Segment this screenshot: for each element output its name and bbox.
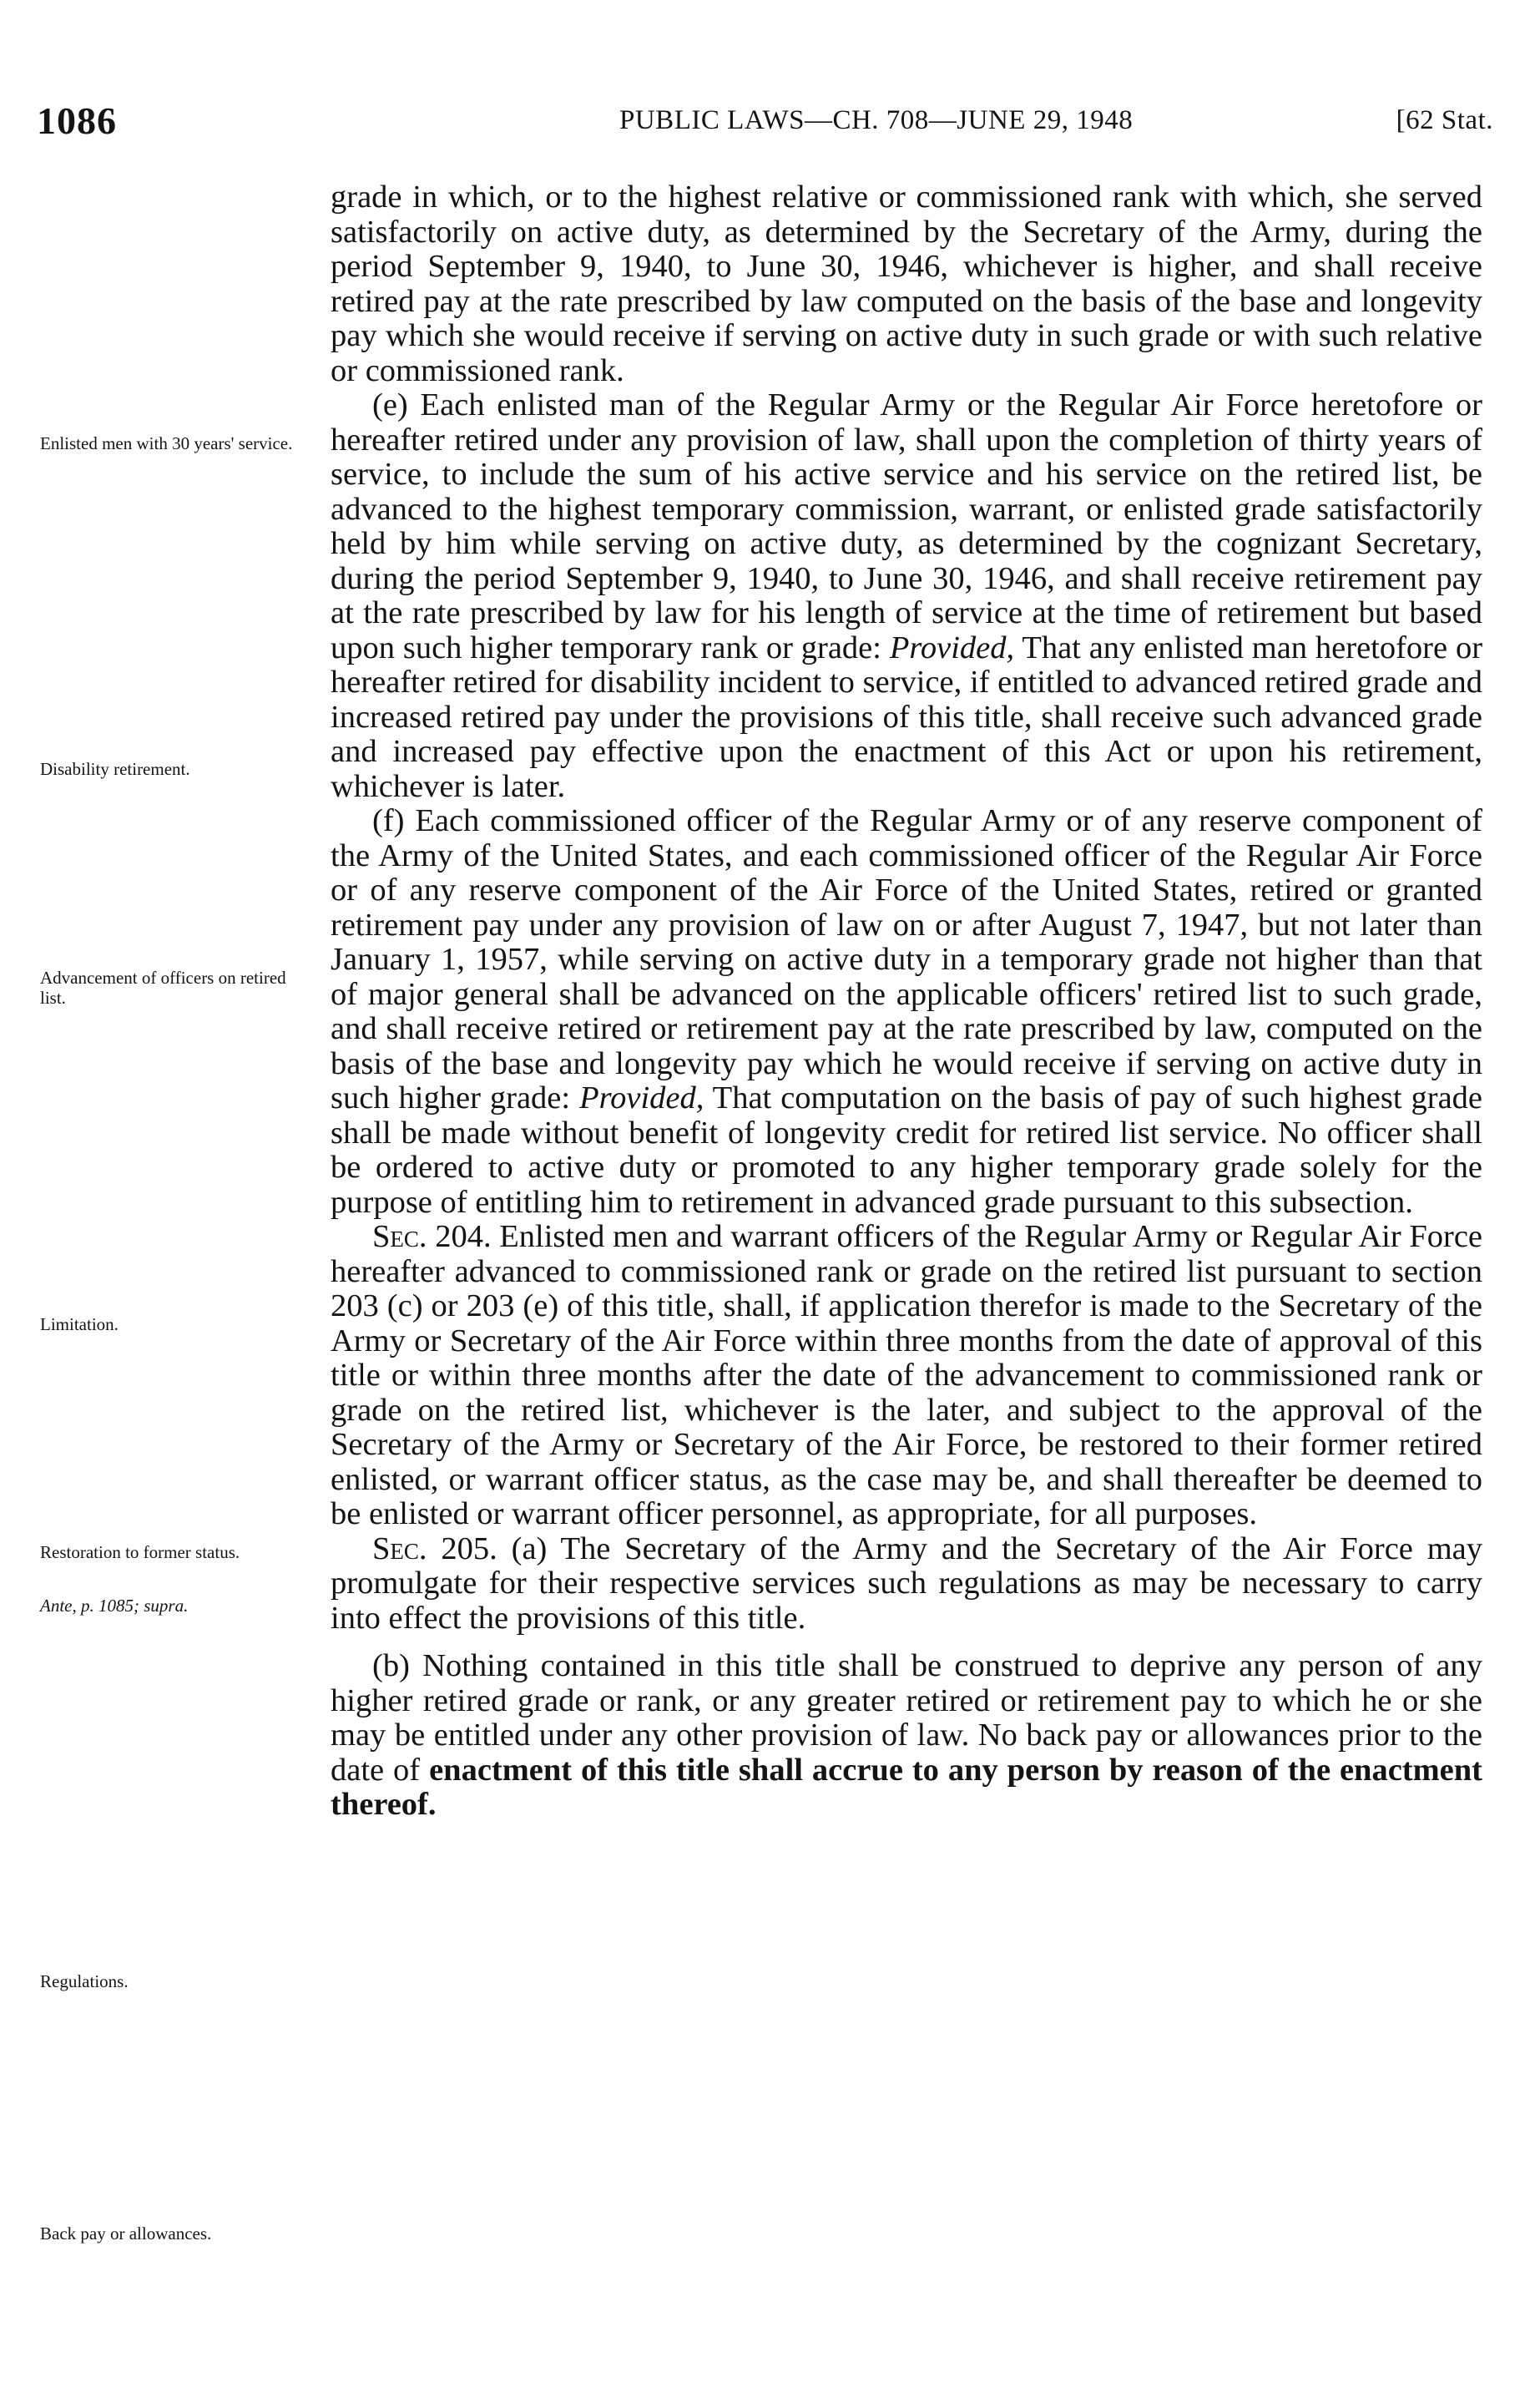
- statute-body: [331, 180, 1482, 1823]
- section-f-proviso: Provided,: [579, 1080, 704, 1115]
- margin-note-regulations: Regulations.: [40, 1971, 129, 1991]
- margin-note-advancement-officers: Advancement of officers on retired list.: [40, 968, 286, 1008]
- sec-205b-text: (b) Nothing contained in this title shall be construed to deprive any person of any higher retired grade or rank, or any greater retired or retirement pay to which he or she may be entitled under any other provision of law. No back pay or allowances prior to the date of: [331, 1648, 1482, 1788]
- paragraph-sec-205b: [331, 1649, 1482, 1823]
- section-e-text: (e) Each enlisted man of the Regular Army or the Regular Air Force heretofore or hereafter retired under any provision of law, shall upon the completion of thirty years of service, to include the sum of his active service and his service on the retired list, be advanced to the highest temporary commission, warrant, or enlisted grade satisfactorily held by him while serving on active duty, as determined by the cognizant Secretary, during the period September 9, 1940, to June 30, 1946, and shall receive retirement pay at the rate prescribed by law for his length of service at the time of retirement but based upon such higher temporary rank or grade:: [331, 387, 1482, 665]
- statute-reference: [62 Stat.: [1396, 105, 1493, 135]
- sec-204-label: Sec. 204.: [372, 1219, 492, 1254]
- running-title: PUBLIC LAWS—CH. 708—JUNE 29, 1948: [619, 105, 1134, 135]
- sec-205a-text: (a) The Secretary of the Army and the Secretary of the Air Force may promulgate for their respective services such regulations as may be necessary to carry into effect the provisions of this title.: [331, 1530, 1483, 1636]
- paragraph-continuation: grade in which, or to the highest relative or commissioned rank with which, she served satisfactorily on active duty, as determined by the Secretary of the Army, during the period September 9, 1940, to June 30, 1946, whichever is higher, and shall receive retired pay at the rate prescribed by law computed on the basis of the base and longevity pay which she would receive if serving on active duty in such grade or with such relative or commissioned rank.: [331, 180, 1482, 388]
- section-f-proviso-text: That computation on the basis of pay of such highest grade shall be made without benefit of longevity credit for retired list service. No officer shall be ordered to active duty or promoted to any higher temporary grade solely for the purpose of entitling him to retirement in advanced grade pursuant to this subsection.: [331, 1080, 1482, 1220]
- paragraph-section-e: [331, 388, 1482, 804]
- margin-note-restoration: Restoration to former status.: [40, 1542, 240, 1562]
- section-f-text: (f) Each commissioned officer of the Regular Army or of any reserve component of the Army of the United States, and each commissioned officer of the Regular Air Force or of any reserve component of the Air Force of the United States, retired or granted retirement pay under any provision of law on or after August 7, 1947, but not later than January 1, 1957, while serving on active duty in a temporary grade not higher than that of major general shall be advanced on the applicable officers' retired list to such grade, and shall receive retired or retirement pay at the rate prescribed by law, computed on the basis of the base and longevity pay which he would receive if serving on active duty in such higher grade:: [331, 803, 1482, 1115]
- section-e-proviso: Provided,: [889, 630, 1015, 665]
- margin-note-enlisted-men: Enlisted men with 30 years' service.: [40, 433, 293, 453]
- sec-205-label: Sec. 205.: [372, 1530, 497, 1566]
- margin-note-limitation: Limitation.: [40, 1314, 119, 1334]
- paragraph-sec-204: [331, 1220, 1482, 1532]
- sec-205b-final-text: enactment of this title shall accrue to any person by reason of the enactment thereof.: [331, 1752, 1483, 1822]
- page-header: [0, 99, 1535, 149]
- paragraph-sec-205a: [331, 1532, 1482, 1637]
- section-e-proviso-text: That any enlisted man heretofore or hereafter retired for disability incident to service, if entitled to advanced retired grade and increased retired pay under the provisions of this title, shall receive such advanced grade and increased pay effective upon the enactment of this Act or upon his retirement, whichever is later.: [331, 630, 1483, 804]
- sec-204-text: Enlisted men and warrant officers of the Regular Army or Regular Air Force hereafter advanced to commissioned rank or grade on the retired list pursuant to section 203 (c) or 203 (e) of this title, shall, if application therefor is made to the Secretary of the Army or Secretary of the Air Force within three months from the date of approval of this title or within three months after the date of the advancement to commissioned rank or grade on the retired list, whichever is the later, and subject to the approval of the Secretary of the Army or Secretary of the Air Force, be restored to their former retired enlisted, or warrant officer status, as the case may be, and shall thereafter be deemed to be enlisted or warrant officer personnel, as appropriate, for all purposes.: [331, 1219, 1483, 1531]
- margin-note-back-pay: Back pay or allowances.: [40, 2223, 212, 2244]
- margin-note-disability-retirement: Disability retirement.: [40, 759, 190, 779]
- paragraph-section-f: [331, 804, 1482, 1220]
- page-number: 1086: [37, 99, 117, 142]
- margin-note-citation: Ante, p. 1085; supra.: [40, 1596, 189, 1616]
